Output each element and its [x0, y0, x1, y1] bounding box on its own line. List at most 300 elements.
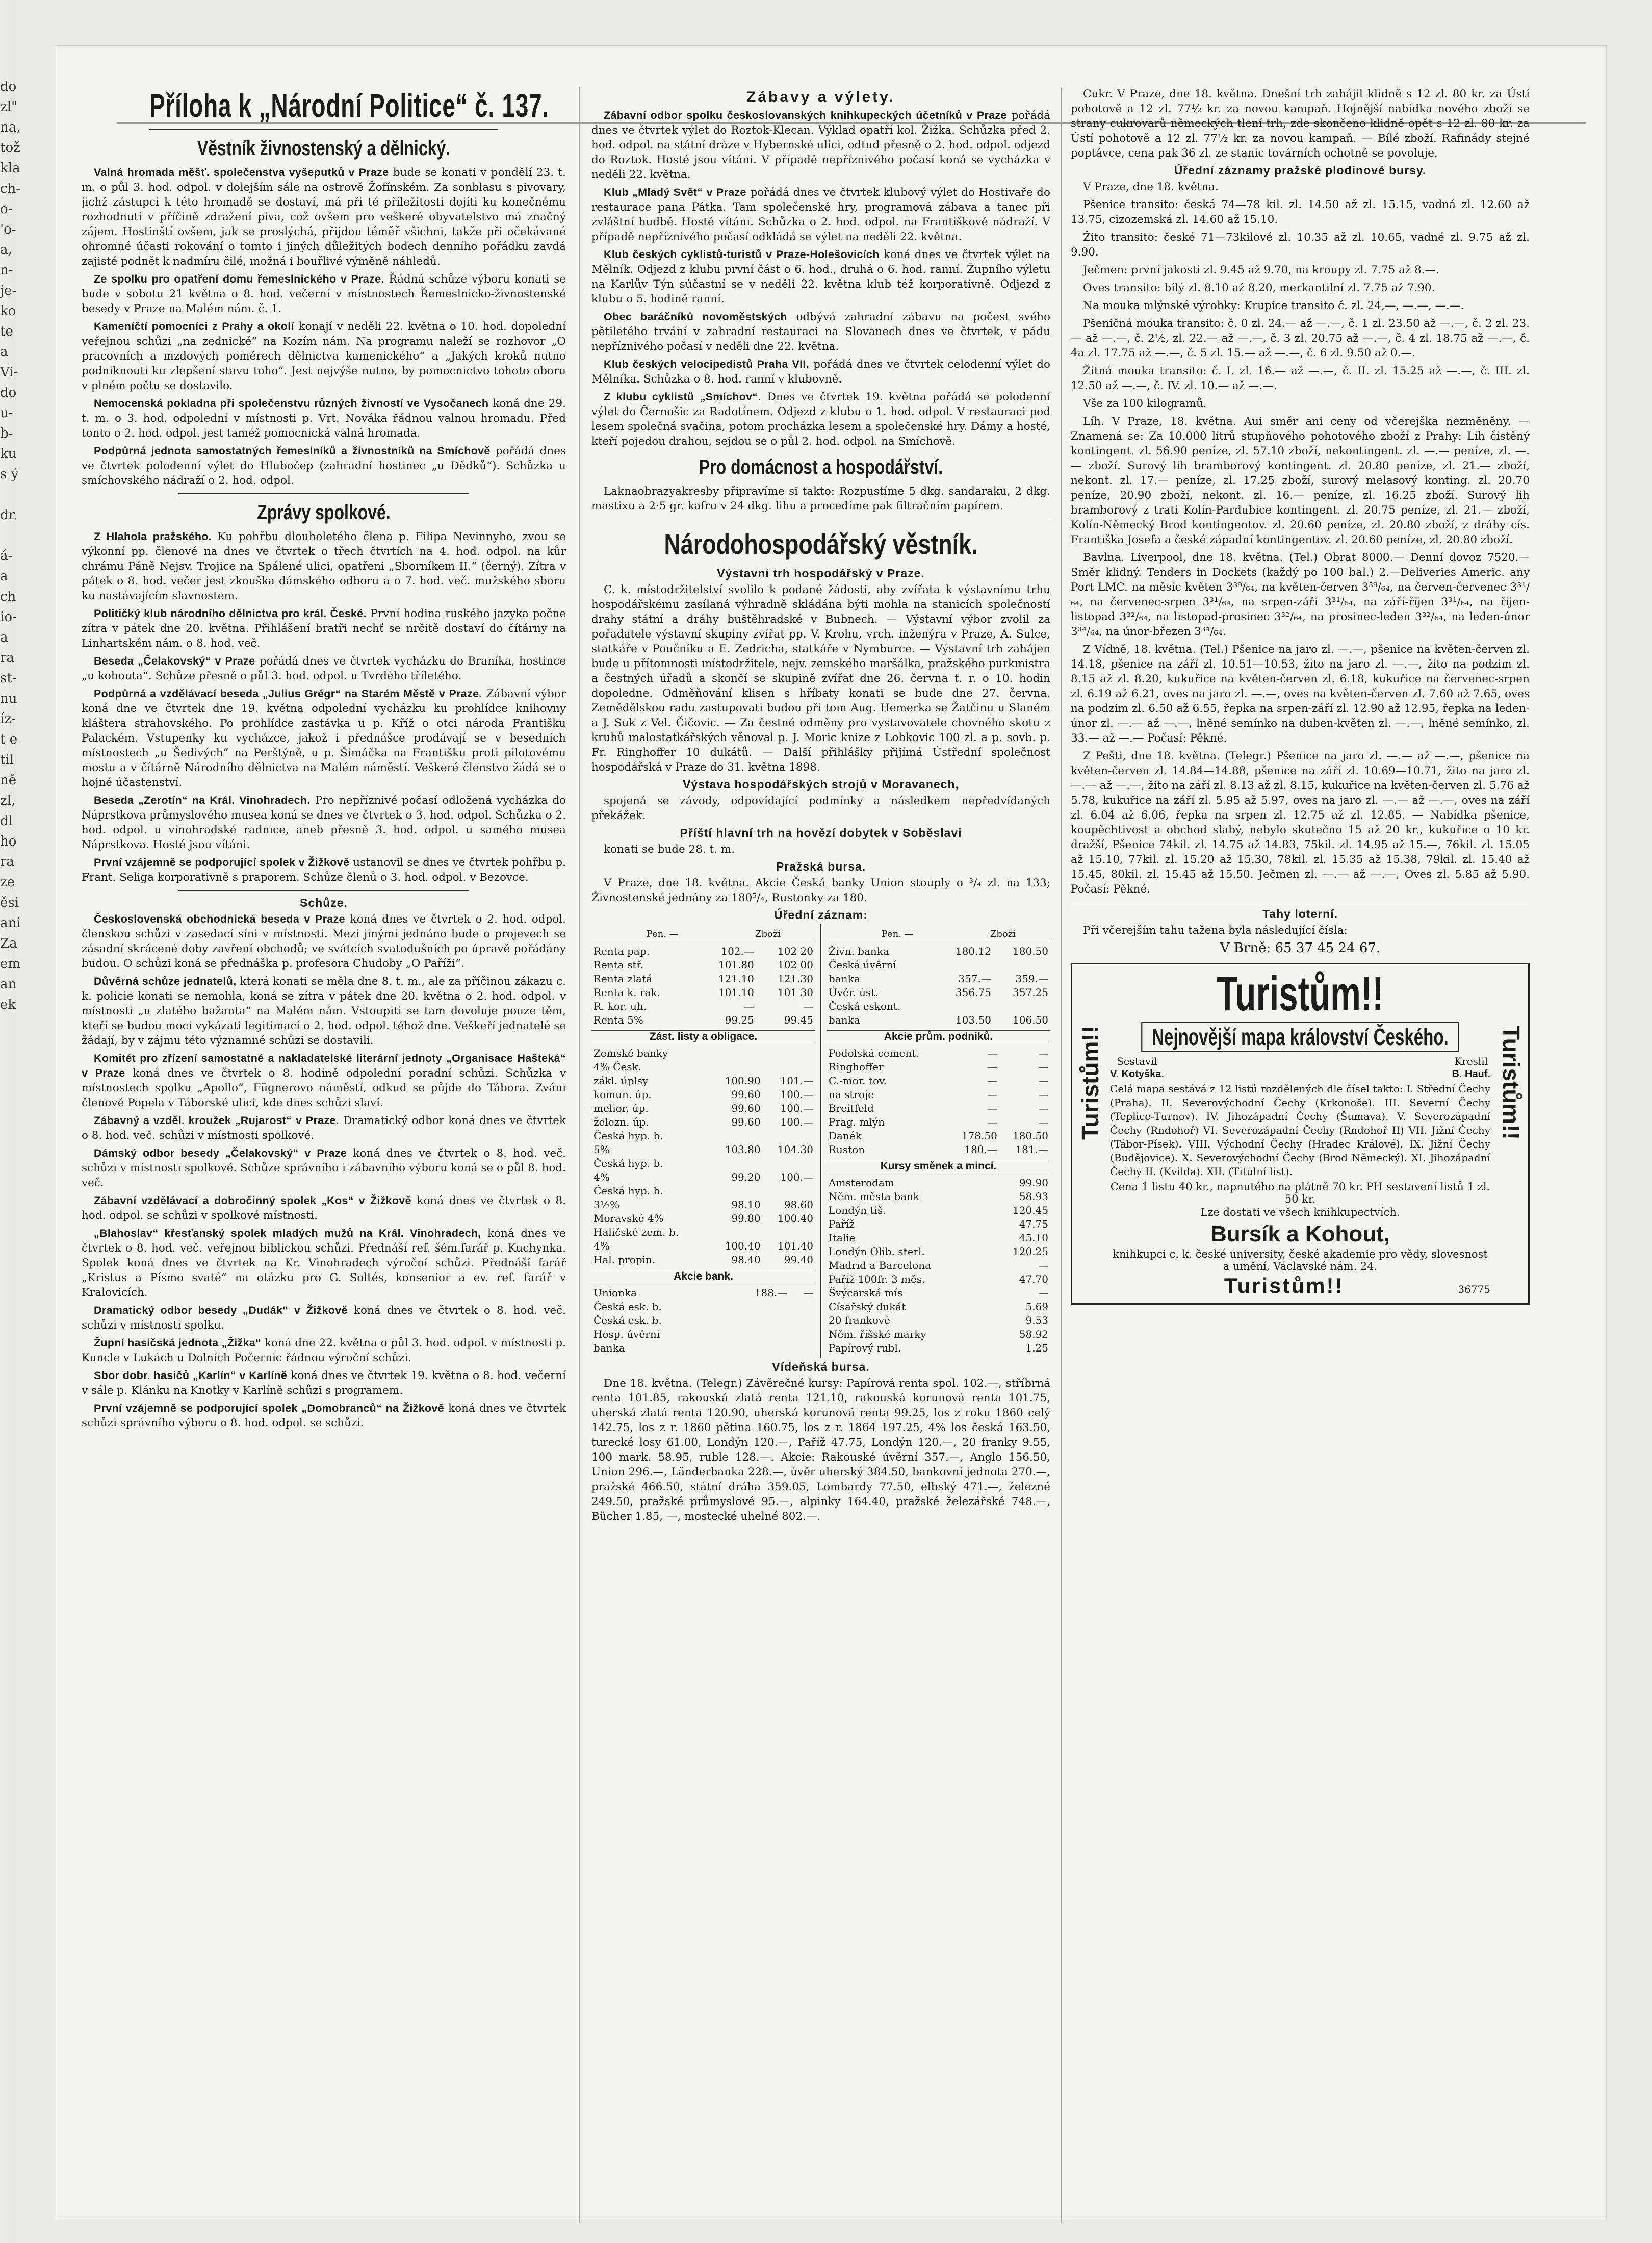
table-cell: Císařský dukát: [829, 1301, 906, 1313]
table-cell: 180.50: [1013, 945, 1048, 957]
table-cell: [985, 1231, 991, 1245]
schuze-articles: [82, 912, 566, 1431]
edge-fragment: [0, 485, 42, 505]
table-cell: [985, 1341, 991, 1355]
table-row: [591, 1143, 815, 1157]
article-paragraph: Na mouka mlýnské výrobky: Krupice transito č. zl. 24,—, —.—, —.—.: [1083, 299, 1464, 312]
table-cell: —: [1038, 1047, 1048, 1059]
edge-fragment: a: [0, 630, 8, 645]
table-cell: 99.40: [784, 1254, 813, 1266]
table-row: [591, 1328, 815, 1341]
table-cell: —: [987, 1116, 997, 1128]
table-row: [591, 1341, 815, 1355]
table-cell: [710, 1226, 762, 1239]
table-row: [827, 1272, 1050, 1286]
edge-fragment: Vi-: [0, 365, 18, 380]
edge-fragment: an: [0, 977, 17, 992]
table-cell: 99.60: [731, 1102, 761, 1114]
table-row: [827, 1060, 1050, 1074]
ad-footer: [1110, 1273, 1490, 1298]
table-cell: zákl. úplsy: [593, 1075, 649, 1087]
ad-subtitle: Nejnovější mapa království Českého.: [1141, 1022, 1459, 1052]
edge-fragment: ně: [0, 773, 17, 788]
table-cell: melior. úp.: [593, 1102, 649, 1114]
vystavni-trh-head: Výstavní trh hospodářský v Praze.: [717, 567, 925, 580]
table-cell: Renta pap.: [593, 945, 650, 957]
edge-fragment: em: [0, 956, 21, 972]
table-cell: Podolská cement.: [829, 1047, 919, 1059]
article-paragraph: Laknaobrazyakresby připravíme si takto: Rozpustíme 5 dkg. sandaraku, 2 dkg. mastixu a 2·5 gr. kafru v 24 dkg. lihu a procedíme pak filtračním papírem.: [591, 485, 1050, 513]
table-cell: Něm. města bank: [829, 1190, 920, 1203]
table-cell: 98.10: [731, 1199, 761, 1211]
edge-fragment: nu: [0, 691, 17, 706]
rates-table-right: [827, 924, 1050, 1358]
table-row: [827, 1217, 1050, 1231]
table-row: [827, 1129, 1050, 1143]
table-cell: Unionka: [593, 1287, 637, 1299]
table-cell: [985, 1314, 991, 1328]
column-header: Zboží: [720, 927, 815, 941]
edge-fragment: s ý: [0, 467, 19, 482]
table-cell: Paříž 100fr. 3 měs.: [829, 1273, 925, 1285]
table-row: [827, 1245, 1050, 1259]
table-cell: —: [1038, 1116, 1048, 1128]
table-row: [827, 1190, 1050, 1204]
article-paragraph: Obec baráčníků novoměstských odbývá zahradní zábavu na počest svého pětiletého trvání v zahradní restauraci na Slovanech dnes ve čtvrtek, v pádu nepříznivého počasí v neděli dne 22. května.: [591, 311, 1050, 353]
table-cell: —: [803, 1000, 813, 1012]
table-row: [827, 1204, 1050, 1217]
edge-fragment: ra: [0, 650, 14, 666]
table-cell: [710, 1184, 762, 1198]
table-row: [827, 986, 1050, 1000]
table-cell: 121.10: [718, 973, 754, 985]
table-cell: [722, 1341, 789, 1355]
tahy-title: Tahy loterní.: [1262, 907, 1338, 921]
article-paragraph: Zábavní vzdělávací a dobročinný spolek „Kos“ v Žižkově koná dnes ve čtvrtek o 8. hod. odpol. se schůzi v spolkové místnosti.: [82, 1194, 566, 1222]
table-cell: 102 00: [778, 959, 813, 971]
table-cell: 101.40: [778, 1240, 813, 1252]
edge-fragment: á-: [0, 548, 13, 564]
article-paragraph: Zábavní odbor spolku českoslovanských knihkupeckých účetníků v Praze pořádá dnes ve čtvrtek výlet do Roztok-Klecan. Výklad opatří kol. Žižka. Schůzka před 2. hod. odpol. na státní dráze v Hybernské ulici, odtud přesně o 2. hod. odpol. odjezd do Roztok. Hosté jsou vítáni. V případě nepříznivého počasí koná se vycházka v neděli 22. května.: [591, 109, 1050, 181]
article-paragraph: Žitná mouka transito: č. I. zl. 16.— až —.—, č. II. zl. 15.25 až —.—, č. III. zl. 12.50 až —.—, č. IV. zl. 10.— až —.—.: [1071, 365, 1530, 392]
table-cell: Česká hyp. b.: [593, 1130, 663, 1142]
ad-publisher-text: knihkupci c. k. české university, české akademie pro vědy, slovesnost a umění, Václavské nám. 24.: [1113, 1248, 1488, 1272]
table-cell: 20 frankové: [829, 1314, 890, 1327]
section-title-domacnost: Pro domácnost a hospodářství.: [699, 456, 943, 478]
ad-availability: Lze dostati ve všech knihkupectvích.: [1200, 1206, 1400, 1218]
table-cell: 4%: [593, 1240, 610, 1252]
table-row: [827, 1102, 1050, 1115]
table-cell: [936, 958, 993, 972]
article-paragraph: Podpůrná a vzdělávací beseda „Julius Grégr“ na Starém Městě v Praze. Zábavní výbor koná dne ve čtvrtek dne 19. května odpolední vycházku ku prohlídce knihovny kláštera strahovského. Po prohlídce zastávka u p. Kříž o otci národa Františku Palackém. Vstupenky ku vycházce, jakož i přednášce prodávají se v besedních místnostech „u Šedivých“ na Perštýně, u p. Šimáčka na Františku proti pilotovému mostu a v čítárně Národního dělnictva na Malém náměstí. Veškeré členstvo žádá se o hojné účastenství.: [82, 687, 566, 789]
article-paragraph: Pšeničná mouka transito: č. 0 zl. 24.— až —.—, č. 1 zl. 23.50 až —.—, č. 2 zl. 23.— až —.—, č. 2½, zl. 22.— až —.—, č. 3 zl. 20.75 až —.—, č. 4 zl. 18.75 až —.—, č. 4a zl. 17.75 až —.—, č. 5 zl. 15.— až —.—, č. 6 zl. 9.50 až 0.—.: [1071, 317, 1530, 360]
table-subheading: Akcie prům. podniků.: [827, 1030, 1050, 1043]
advertisement-map: [1071, 963, 1530, 1305]
table-cell: —: [1038, 1259, 1048, 1271]
table-cell: Renta 5%: [593, 1014, 643, 1026]
article-paragraph: Valná hromada měšť. společenstva vyšeputků v Praze bude se konati v pondělí 23. t. m. o půl 3. hod. odpol. v dolejším sále na ostrově Žofínském. Za sonblasu s pivovary, jichž zástupci k této hromadě se dostaví, má při té příležitosti dojíti ku konečnému rozhodnutí v příčině zdražení piva, což ovšem pro veškeré obyvatelstvo má značný zájem. Hostinští ovšem, jak se proslýchá, přijdou téměř všichni, takže při očekávané ohromné účasti rokování o tomto i jiných důležitých bodech denního pořádku zavdá zajisté podnět k nadmíru čilé, možná i bouřlivé výměně náhledů.: [82, 166, 566, 268]
table-cell: 4%: [593, 1171, 610, 1183]
table-cell: [936, 1000, 993, 1013]
table-cell: 180.—: [964, 1143, 997, 1156]
article-paragraph: Oves transito: bílý zl. 8.10 až 8.20, merkantilní zl. 7.75 až 7.90.: [1083, 282, 1435, 294]
table-cell: Česká eskont.: [829, 1000, 901, 1012]
table-row: [591, 1198, 815, 1212]
edge-fragment: do: [0, 385, 17, 400]
section-divider: [178, 890, 469, 891]
table-cell: 180.50: [1013, 1130, 1048, 1142]
edge-fragment: tož: [0, 140, 20, 156]
table-cell: 9.53: [1025, 1314, 1048, 1327]
edge-fragment: t e: [0, 732, 18, 747]
article-paragraph: Beseda „Zerotín“ na Král. Vinohradech. Pro nepříznivé počasí odložená vycházka do Náprstkova průmyslového musea koná se dnes ve čtvrtek o 3. hod. odpol. Schůzka o 2. hod. odpol. u vinohradské radnice, aneb přesně 3. hod. odpol. u samého musea Náprstkova. Hosté jsou vítáni.: [82, 794, 566, 851]
hovezi-trh-head: Příští hlavní trh na hovězí dobytek v Soběslavi: [680, 826, 962, 839]
edge-fragment: ko: [0, 303, 16, 319]
table-cell: Madrid a Barcelona: [829, 1259, 932, 1271]
article-paragraph: Klub českých cyklistů-turistů v Praze-Holešovicích koná dnes ve čtvrtek výlet na Mělník. Odjezd z klubu první část o 6. hod., druhá o 6. hod. ranní. Župního výletu na Karlův Týn súčastní se v neděli 22. května klub též korporativně. Odjezd z klubu o 5. hodině ranní.: [591, 248, 1050, 305]
edge-fragment: dl: [0, 813, 13, 829]
ad-description: Celá mapa sestává z 12 listů rozdělených dle čísel takto: I. Střední Čechy (Praha). II. Severovýchodní Čechy (Krkonoše). III. Severní Čechy (Teplice-Turnov). IV. Jihozápadní Čechy (Šumava). V. Severozápadní Čechy (Rndohoř) VI. Severozápadní Čechy (Rndohoř II) VII. Jižní Čechy (Tábor-Písek). VIII. Východní Čechy (Hradec Králové). IX. Jižní Čechy (Budějovice). X. Severovýchodní Čechy (Brod Německý). XI. Jihozápadní Čechy II. (Kvilda). XII. (Titulní list).: [1110, 1083, 1490, 1178]
edge-fragment: do: [0, 79, 17, 94]
table-cell: 100.—: [780, 1102, 813, 1114]
table-cell: —: [1038, 1061, 1048, 1073]
table-cell: 178.50: [961, 1130, 997, 1142]
table-cell: [985, 1176, 991, 1190]
table-cell: [789, 1314, 815, 1328]
table-row: [827, 1047, 1050, 1060]
table-cell: —: [1038, 1287, 1048, 1299]
table-cell: 103.80: [725, 1143, 761, 1156]
table-cell: 58.93: [1019, 1190, 1048, 1203]
column-header: [827, 927, 840, 941]
table-cell: [985, 1245, 991, 1259]
article-paragraph: C. k. místodržitelství svolilo k podané žádosti, aby zvířata k výstavnímu trhu hospodářskému zasílaná výhradně skládána býti mohla na stanicích společností drahy státní a dráhy buštěhradské v Bubnech. — Výstavní výbor zvolil za pořadatele výstavní skupiny zvířat pp. V. Krohu, vrch. inženýra v Praze, A. Sulce, statkáře v Poučníku a E. Zedricha, statkáře v Nymburce. — Výstavní trh zahájen bude u přítomnosti místodržitele, nejv. zemského maršálka, pražského purkmistra a čestných úřadů a skončí se skupině zvířat dne 26. června t. r. o 10. hodin dopoledne. Odměňování klisen s hříbaty konati se bude dne 27. června. Zemědělskou radu zastupovati budou při tom Aug. Hemerka se Žatčinu u Slaném a J. Suk z Vel. Čičovic. — Za čestné odměny pro vystavovatele chovného skotu z kruhů malostatkářských věnoval p. J. Moric knize z Lobkovic 100 zl. a p. sovb. p. Fr. Ringhoffer 10 dukátů. — Další přihlášky přijímá Ústřední společnost hospodářská v Praze do 31. května 1898.: [591, 583, 1050, 774]
table-cell: komun. úp.: [593, 1088, 652, 1101]
table-cell: [789, 1341, 815, 1355]
article-paragraph: Nemocenská pokladna při společenstvu různých živností ve Vysočanech koná dne 29. t. m. o 3. hod. odpolední v místnosti p. Vrt. Nováka řádnou valnou hromadu. Před tonto o 2. hod. odpol. jest taméž pomocnická valná hromada.: [82, 397, 566, 440]
table-header-row: [827, 927, 1050, 941]
table-row: [827, 1013, 1050, 1027]
table-row: [591, 1013, 815, 1027]
table-row: [591, 1300, 815, 1314]
edge-fragment: ze: [0, 875, 15, 890]
videnska-bursa-text: Dne 18. května. (Telegr.) Závěrečné kursy: Papírová renta spol. 102.—, stříbrná renta 101.85, rakouská zlatá renta 121.10, rakouská korunová renta 101.75, uherská zlatá renta 120.90, uherská korunová renta 99.25, los z roku 1860 celý 142.75, los z r. 1860 pětina 160.75, los z r. 1864 197.25, 4% los česká 163.50, turecké losy 61.00, Londýn 120.—, Paříž 47.75, Londýn 120.—, 20 franky 9.55, 100 mark. 58.95, ruble 128.—. Akcie: Rakouské úvěrní 357.—, Anglo 156.50, Union 296.—, Länderbanka 228.—, úvěr uherský 384.50, bankovní jednota 270.—, pražské 466.50, státní dráha 359.05, Lombardy 77.50, elbský 471.—, železné 249.50, pražské průmyslové 95.—, alpinky 164.40, pražské železářské 748.—, Bücher 1.85, —, mostecké uhelné 802.—.: [591, 1377, 1050, 1523]
ad-publisher: Bursík a Kohout,: [1210, 1221, 1390, 1246]
table-cell: 102 20: [778, 945, 813, 957]
edge-fragment: ho: [0, 834, 17, 849]
table-cell: banka: [829, 973, 860, 985]
table-cell: 357.25: [1013, 986, 1048, 999]
table-cell: C.-mor. tov.: [829, 1075, 887, 1087]
table-cell: banka: [829, 1014, 860, 1026]
table-cell: 1.25: [1025, 1342, 1048, 1354]
article-paragraph: Československá obchodnická beseda v Praze koná dnes ve čtvrtek o 2. hod. odpol. členskou schůzi v zasedací síni v místnosti. Mezi jinými jednáno bude o projevech se zásadní skrácené doby zavření obchodů; ve svátcích svatodušních po úpravě pořádány budou. O schůzi koná se přednáška p. profesora Chudoby „O Paříži“.: [82, 913, 566, 970]
table-cell: [710, 1129, 762, 1143]
column-2: [591, 87, 1050, 2223]
article-paragraph: Bavlna. Liverpool, dne 18. května. (Tel.) Obrat 8000.— Denní dovoz 7520.— Směr klidný. Tenders in Dockets (každý po 100 bal.) 2.—Deliveries Americ. any Port LMC. na měsíc květen 3³⁹/₆₄, na květen-červen 3³⁹/₆₄, na červen-červenec 3³¹/₆₄, na červenec-srpen 3³¹/₆₄, na srpen-září 3³¹/₆₄, na září-říjen 3³¹/₆₄, na říjen-listopad 3³²/₆₄, na listopad-prosinec 3³²/₆₄, na prosinec-leden 3³²/₆₄, na leden-únor 3³⁴/₆₄, na únor-březen 3³⁴/₆₄.: [1071, 551, 1530, 638]
table-row: [591, 1184, 815, 1198]
section-divider: [178, 493, 469, 494]
table-cell: 99.20: [731, 1171, 761, 1183]
article-paragraph: Sbor dobr. hasičů „Karlín“ v Karlíně koná dnes ve čtvrtek 19. května o 8. hod. večerní v sále p. Klánku na Knotky v Karlíně schůzi s programem.: [82, 1369, 566, 1397]
article-paragraph: Političký klub národního dělnictva pro král. České. První hodina ruského jazyka počne zítra v pátek dne 20. května. Přihlášení bratři nechť se nrčitě dostaví do čítárny na Linhartském nám. o 8. hod. več.: [82, 607, 566, 650]
table-cell: Česká esk. b.: [593, 1301, 662, 1313]
table-cell: [985, 1286, 991, 1300]
table-cell: železn. úp.: [593, 1116, 649, 1128]
table-row: [591, 1088, 815, 1102]
edge-fragment: ch-: [0, 181, 21, 196]
table-cell: Renta zlatá: [593, 973, 652, 985]
table-cell: [985, 1204, 991, 1217]
table-cell: 188.—: [754, 1287, 788, 1299]
table-subheading: Zást. listy a obligace.: [591, 1030, 815, 1043]
table-cell: [763, 1184, 815, 1198]
table-row: [827, 1300, 1050, 1314]
article-paragraph: Dámský odbor besedy „Čelakovský“ v Praze koná dnes ve čtvrtek o 8. hod. več. schůzi v místnosti spolkové. Schůze správního i zábavního výboru koná se o půl 8. hod. več.: [82, 1147, 566, 1189]
table-cell: 359.—: [1015, 973, 1048, 985]
table-cell: Hosp. úvěrní: [593, 1328, 660, 1340]
column-3: [1071, 87, 1530, 2223]
table-cell: Haličské zem. b.: [593, 1226, 679, 1238]
section-title-zabavy: Zábavy a výlety.: [746, 89, 895, 106]
table-header-row: [591, 927, 815, 941]
column-header: Pen. —: [840, 927, 956, 941]
table-cell: 120.45: [1013, 1204, 1048, 1216]
table-cell: Prag. mlýn: [829, 1116, 885, 1128]
table-row: [827, 1231, 1050, 1245]
article-paragraph: Důvěrná schůze jednatelů, která konati se měla dne 8. t. m., ale za příčinou zákazu c. k. policie konati se nemohla, koná se zítra v pátek dne 20. května o 2. hod. odpol. v místnosti „u zlatého bažanta“ na Malém nám. Vstoupiti se tam dovoluje pouze těm, kteří se budou moci vykázati legitimací o 2. hod. odpol. téhož dne. Veškeří jednatelé se žádají, by v zájmu této významné schůzi se dostavili.: [82, 975, 566, 1047]
table-row: [827, 1143, 1050, 1157]
edge-fragment: st-: [0, 671, 17, 686]
table-row: [591, 1239, 815, 1253]
table-cell: [985, 1217, 991, 1231]
table-row: [591, 945, 815, 958]
column-rule-1: [579, 87, 580, 2223]
tahy-text: Při včerejším tahu tažena byla následující čísla:: [1083, 924, 1348, 937]
table-cell: 100.—: [780, 1171, 813, 1183]
ad-author-left: Sestavil V. Kotyška.: [1110, 1055, 1164, 1080]
table-row: [591, 1129, 815, 1143]
edge-fragment: zl,: [0, 793, 16, 808]
edge-fragment: ch: [0, 589, 16, 604]
table-cell: [985, 1300, 991, 1314]
table-cell: 120.25: [1013, 1245, 1048, 1258]
videnska-bursa-head: Vídeňská bursa.: [772, 1360, 870, 1373]
table-cell: 98.40: [731, 1254, 761, 1266]
edge-fragment: ku: [0, 446, 17, 462]
table-cell: 98.60: [784, 1199, 813, 1211]
previous-page-edge-text: [0, 77, 42, 1148]
column-rule-2: [1061, 87, 1062, 2223]
rates-tables-divider: [820, 924, 821, 1358]
table-cell: 356.75: [955, 986, 991, 999]
table-cell: Moravské 4%: [593, 1212, 664, 1225]
hovezi-trh-text: konati se bude 28. t. m.: [604, 843, 735, 856]
article-paragraph: Pšenice transito: česká 74—78 kil. zl. 14.50 až zl. 15.15, vadná zl. 12.60 až 13.75, cizozemská zl. 14.60 až 15.10.: [1071, 198, 1530, 226]
edge-fragment: ani: [0, 915, 21, 931]
table-cell: banka: [593, 1342, 625, 1354]
article-paragraph: Žito transito: české 71—73kilové zl. 10.35 až zl. 10.65, vadné zl. 9.75 až zl. 9.90.: [1071, 231, 1530, 259]
table-row: [827, 945, 1050, 958]
rates-table-left: [591, 924, 815, 1358]
table-cell: [789, 1300, 815, 1314]
table-cell: 100.40: [725, 1240, 761, 1252]
edge-fragment: a: [0, 569, 8, 584]
article-paragraph: Ječmen: první jakosti zl. 9.45 až 9.70, na kroupy zl. 7.75 až 8.—.: [1083, 264, 1439, 276]
table-cell: R. kor. uh.: [593, 1000, 647, 1012]
table-cell: 100.—: [780, 1116, 813, 1128]
table-row: [591, 1074, 815, 1088]
table-row: [827, 958, 1050, 972]
table-cell: —: [1038, 1102, 1048, 1114]
table-cell: [985, 1259, 991, 1272]
table-cell: [722, 1328, 789, 1341]
table-cell: Živn. banka: [829, 945, 889, 957]
article-paragraph: V Praze, dne 18. května.: [1083, 181, 1219, 193]
article-paragraph: Líh. V Praze, 18. května. Aui směr ani ceny od včerejška nezměněny. — Znamená se: Za 10.000 litrů stupňového pohotového zboží z Prahy: Lih čistěný kontingent. zl. 56.90 peníze, zl. 57.10 zboží, nekontingent. zl. —.— peníze, zl. —.— zboží. Surový lih bramborový kontingent. zl. 20.80 peníze, zl. 21.— zboží, nekont. zl. 17.— peníze, zl. 17.25 zboží, surový melasový konting. zl. 20.70 peníze, 20.90 zboží, nekont. zl. 16.— peníze, zl. 16.25 zboží. Surový lih bramborový z trati Kolín-Pardubice kontingent. zl. 20.75 peníze, zl. 21.— zboží, Kolín-Německý Brod kontingentov. zl. 20.60 peníze, zl. 20.80 zboží, z dráhy cís. Františka Josefa a české západní kontingentov. zl. 20.60 peníze, zl. 20.80 zboží.: [1071, 415, 1530, 546]
table-cell: Česká esk. b.: [593, 1314, 662, 1327]
table-cell: 99.60: [731, 1116, 761, 1128]
table-cell: Papírový rubl.: [829, 1342, 901, 1354]
edge-fragment: zl": [0, 99, 17, 115]
table-cell: Londýn Olib. sterl.: [829, 1245, 925, 1258]
ad-side-text-left: Turistům!!: [1077, 1026, 1103, 1140]
vestnik-articles: [82, 165, 566, 488]
table-row: [591, 1060, 815, 1074]
edge-fragment: íz-: [0, 711, 16, 727]
table-cell: 106.50: [1013, 1014, 1048, 1026]
table-cell: 5%: [593, 1143, 610, 1156]
table-cell: 47.75: [1019, 1218, 1048, 1230]
table-cell: Danék: [829, 1130, 862, 1142]
article-paragraph: První vzájemně se podporující spolek „Domobranců“ na Žižkově koná dnes ve čtvrtek schůzi správního výboru o 8. hod. odpol. se schůzi.: [82, 1402, 566, 1430]
article-paragraph: Komitét pro zřízení samostatné a nakladatelské literární jednoty „Organisace Hašteká“ v Praze koná dnes ve čtvrtek o 8. hodině odpolední poradní schůzi. Schůzka v místnostech spolku „Apollo“, Fügnerovo náměstí, odkud se půjde do Tábora. Zváni členové Popela v Táborské ulici, kde dnes schůzi slaví.: [82, 1052, 566, 1109]
edge-fragment: ra: [0, 854, 14, 870]
table-cell: Česká hyp. b.: [593, 1157, 663, 1169]
table-cell: Něm. říšské marky: [829, 1328, 926, 1340]
article-paragraph: Dramatický odbor besedy „Dudák“ v Žižkově koná dnes ve čtvrtek o 8. hod. več. schůzi v místnosti spolku.: [82, 1304, 566, 1332]
table-row: [827, 1000, 1050, 1013]
table-row: [827, 1176, 1050, 1190]
article-paragraph: Zábavný a vzděl. kroužek „Rujarost“ v Praze. Dramatický odbor koná dnes ve čtvrtek o 8. hod. več. schůzi v místnosti spolkové.: [82, 1114, 566, 1142]
table-cell: Zemské banky: [593, 1047, 668, 1059]
table-row: [827, 1328, 1050, 1341]
table-row: [591, 1226, 815, 1239]
article-paragraph: Podpůrná jednota samostatných řemeslníků a živnostníků na Smíchově pořádá dnes ve čtvrtek polodenní výlet do Hlubočep (zahradní hostinec „u Dědků“). Schůzka u smíchovského nádraží o 2. hod. odpol.: [82, 445, 566, 487]
table-cell: Ruston: [829, 1143, 865, 1156]
section-title-zpravy: Zprávy spolkové.: [257, 501, 391, 524]
table-cell: 99.25: [725, 1014, 754, 1026]
masthead: Příloha k „Národní Politice“ č. 137.: [149, 87, 498, 130]
table-cell: 58.92: [1019, 1328, 1048, 1340]
zabavy-articles: [591, 108, 1050, 449]
plodiny-articles: [1071, 180, 1530, 897]
table-row: [591, 972, 815, 986]
table-cell: [710, 1157, 762, 1170]
table-cell: —: [1038, 1088, 1048, 1101]
ad-title: Turistům!!: [1217, 966, 1384, 1021]
ad-price: Cena 1 listu 40 kr., napnutého na plátně 70 kr. PH sestavení listů 1 zl. 50 kr.: [1110, 1181, 1490, 1205]
edge-fragment: ek: [0, 997, 16, 1012]
plodiny-title: Úřední záznamy pražské plodinové bursy.: [1174, 164, 1427, 177]
table-cell: Londýn tiš.: [829, 1204, 886, 1216]
ad-authors: [1110, 1055, 1490, 1080]
ad-author-right: Kreslil B. Hauf.: [1452, 1055, 1490, 1080]
article-paragraph: Z Vídně, 18. května. (Tel.) Pšenice na jaro zl. —.—, pšenice na květen-červen zl. 14.18, pšenice na září zl. 10.51—10.53, žito na jaro zl. —.—, žito na podzim zl. 8.15 až zl. 8.20, kukuřice na květen-červen zl. 6.18, kukuřice na červenec-srpen zl. 6.19 až 6.21, oves na jaro zl. —.—, oves na květen-červen zl. 7.60 až 7.65, oves na podzim zl. 6.50 až 6.55, řepka na srpen-září zl. 12.90 až 12.95, řepka na leden-únor zl. —.— až —.—, lněné semínko na duben-květen zl. —.—, lněné semínko, zl. 33.— až —.— Počasí: Pěkné.: [1071, 643, 1530, 745]
table-cell: Amsterodam: [829, 1177, 894, 1189]
edge-fragment: Za: [0, 936, 17, 951]
table-cell: [789, 1328, 815, 1341]
edge-fragment: kla: [0, 161, 20, 176]
rates-tables: [591, 924, 1050, 1358]
table-subheading: Kursy směnek a mincí.: [827, 1160, 1050, 1173]
article-paragraph: Klub českých velocipedistů Praha VII. pořádá dnes ve čtvrtek celodenní výlet do Mělníka. Schůzka o 8. hod. ranní v klubovně.: [591, 358, 1050, 386]
article-paragraph: Z Pešti, dne 18. května. (Telegr.) Pšenice na jaro zl. —.— až —.—, pšenice na květen-červen zl. 14.84—14.88, pšenice na září zl. 10.69—10.71, žito na jaro zl. —.— až —.—, žito na září zl. 8.13 až zl. 8.15, kukuřice na květen-červen zl. 5.76 až 5.78, kukuřice na září zl. 5.95 až 5.97, oves na jaro zl. —.— až —.—, oves na září zl. 6.04 až 6.06, řepka na srpen zl. 12.75 až zl. 12.85. — Nabídka pšenice, koupěchtivost a obchod slabý, nebylo skutečno 15 až 20 kr., kukuřice o 10 kr. dražší, Pšenice 74kil. zl. 14.75 až 14.83, 75kil. zl. 14.95 až 15.—, 76kil. zl. 15.05 až 15.10, 77kil. zl. 15.20 až 15.30, 78kil. zl. 15.35 až 15.38, 79kil. zl. 15.40 až 15.45, 80kil. zl. 15.45 až 15.50. Ječmen zl. —.— až —.—, Oves zl. 5.85 až 5.90. Počasí: Pěkné.: [1071, 750, 1530, 896]
table-cell: Renta k. rak.: [593, 986, 660, 999]
edge-fragment: te: [0, 324, 13, 339]
bursa-text: V Praze, dne 18. května. Akcie Česká banky Union stouply o ³/₄ zl. na 133; Živnostenské jednány za 180⁵/₄, Rustonky za 180.: [591, 877, 1050, 904]
article-paragraph: Vše za 100 kilogramů.: [1083, 397, 1207, 410]
urední-zaznam: Úřední záznam:: [774, 908, 868, 922]
table-cell: —: [987, 1047, 997, 1059]
column-header: [591, 927, 605, 941]
table-cell: 100.90: [725, 1075, 761, 1087]
table-cell: 100.40: [778, 1212, 813, 1225]
table-row: [591, 1212, 815, 1226]
table-cell: [763, 1129, 815, 1143]
table-cell: [985, 1328, 991, 1341]
table-cell: —: [987, 1088, 997, 1101]
edge-fragment: o-: [0, 201, 13, 217]
table-cell: 121.30: [778, 973, 813, 985]
table-row: [827, 1088, 1050, 1102]
table-row: [827, 972, 1050, 986]
table-cell: 100.—: [780, 1088, 813, 1101]
ad-side-text-right: Turistům!!: [1498, 1026, 1525, 1140]
table-cell: Italie: [829, 1232, 856, 1244]
article-paragraph: Klub „Mladý Svět“ v Praze pořádá dnes ve čtvrtek klubový výlet do Hostivaře do restaurace pana Pátka. Tam společenské hry, programová zábava a tanec při zvláštní hudbě. Hosté vítáni. Schůzka o 2. hod. odpol. na Františkově nádraží. V případě nepříznivého počasí odkládá se výlet na neděli 22. května.: [591, 186, 1050, 243]
edge-fragment: na,: [0, 120, 21, 135]
edge-fragment: u-: [0, 405, 13, 421]
edge-fragment: je-: [0, 283, 17, 298]
table-cell: 103.50: [955, 1014, 991, 1026]
table-row: [591, 1102, 815, 1115]
table-row: [591, 1115, 815, 1129]
column-header: Pen. —: [605, 927, 720, 941]
table-row: [591, 958, 815, 972]
table-row: [827, 1115, 1050, 1129]
edge-fragment: b-: [0, 426, 13, 441]
table-cell: 101.80: [718, 959, 754, 971]
table-row: [827, 1314, 1050, 1328]
table-cell: 99.90: [1019, 1177, 1048, 1189]
table-cell: 181.—: [1015, 1143, 1048, 1156]
tahy-brno: V Brně: 65 37 45 24 67.: [1220, 940, 1381, 956]
table-cell: —: [803, 1287, 813, 1299]
table-cell: [985, 1272, 991, 1286]
column-header: Zboží: [956, 927, 1050, 941]
narodohosp-articles: [591, 582, 1050, 775]
table-cell: Švýcarská mís: [829, 1287, 903, 1299]
table-cell: [763, 1157, 815, 1170]
edge-fragment: io-: [0, 609, 17, 625]
table-cell: 3½%: [593, 1199, 620, 1211]
article-paragraph: Z Hlahola pražského. Ku pohřbu dlouholetého člena p. Filipa Nevinnyho, zvou se výkonní pp. členové na dnes ve čtvrtek o třech čtvrtích na 4. hod. odpol. na kůr chrámu Páně Nejsv. Trojice na Spálené ulici, opatřeni „Sborníkem II.“ (černý). Zítra v pátek o 8. hod. večer jest zkouška dámského odboru a o 7. hod. več. mužského sboru ku nastávajícím slavnostem.: [82, 530, 566, 602]
table-cell: —: [987, 1075, 997, 1087]
ad-body: [1110, 1055, 1490, 1298]
section-title-schuze: Schůze.: [300, 896, 348, 909]
edge-fragment: ěsi: [0, 895, 19, 910]
